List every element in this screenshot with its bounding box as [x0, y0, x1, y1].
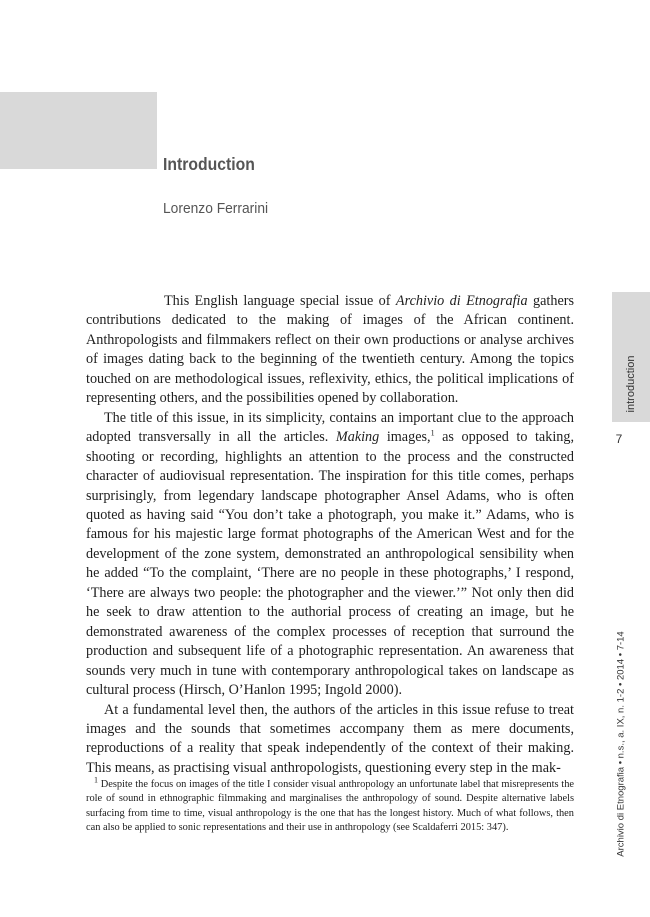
footnote-ref[interactable]: 1: [430, 428, 435, 438]
footnote-text: Despite the focus on images of the title I consider visual anthropology an unfortunate label that misrepresents the role of sound in ethnographic filmmaking and marginalises the anthropology of sound. Despite alternative labels surfacing from time to time, visual anthropology is the one that has the longest history. Much of what follows, then can also be applied to sonic representations and their use in anthropology (see Scaldaferri 2015: 347).: [86, 779, 575, 833]
journal-running-foot: Archivio di Etnografia • n.s., a. IX, n. 1-2 • 2014 • 7-14: [615, 631, 627, 857]
article-body: [86, 292, 574, 778]
paragraph-3: At a fundamental level then, the authors of the articles in this issue refuse to treat images and the sounds that sometimes accompany them as mere documents, reproductions of a reality that speak independently of the context of their making. This means, as practising visual anthropologists, questioning every step in the mak-: [86, 701, 574, 776]
author-name: Lorenzo Ferrarini: [163, 200, 269, 217]
page-number: 7: [615, 432, 623, 446]
paragraph-1: This English language special issue of Archivio di Etnografia gathers contributions dedicated to the making of images of the African continent. Anthropologists and filmmakers reflect on their own productions or analyse archives of images dating back to the beginning of the twentieth century. Among the topics touched on are methodological issues, reflexivity, ethics, the political implications of representing others, and the possibilities opened by collaboration.: [86, 293, 574, 407]
footnote-number: 1: [94, 775, 98, 785]
section-label: introduction: [625, 355, 637, 413]
article-title: Introduction: [163, 154, 255, 174]
paragraph-2: The title of this issue, in its simplicity, contains an important clue to the approach adopted transversally in all the articles. Making images,$^1$ as opposed to taking, shooting or recording, highlights an attention to the process and the constructed character of audiovisual representation. The inspiration for this title comes, perhaps surprisingly, from legendary landscape photographer Ansel Adams, who is often quoted as having said “You don’t take a photograph, you make it.” Adams, who is famous for his majestic large format photographs of the American West and for the development of the zone system, demonstrated an anthropological sensibility when he added “To the complaint, ‘There are no people in these photographs,’ I respond, ‘There are always two people: the photographer and the viewer.’” Not only then did he seek to draw attention to the authorial process of creating an image, but he demonstrated awareness of the complex processes of reception that surround the production and subsequent life of a photographic representation. An awareness that sounds very much in tune with contemporary anthropological takes on landscape as cultural process (Hirsch, O’Hanlon 1995; Ingold 2000).: [86, 409, 575, 699]
footnote: [86, 775, 575, 835]
emphasis-making: Making: [335, 429, 380, 446]
header-gray-block: [0, 92, 157, 169]
journal-name: Archivio di Etnografia: [395, 293, 528, 309]
